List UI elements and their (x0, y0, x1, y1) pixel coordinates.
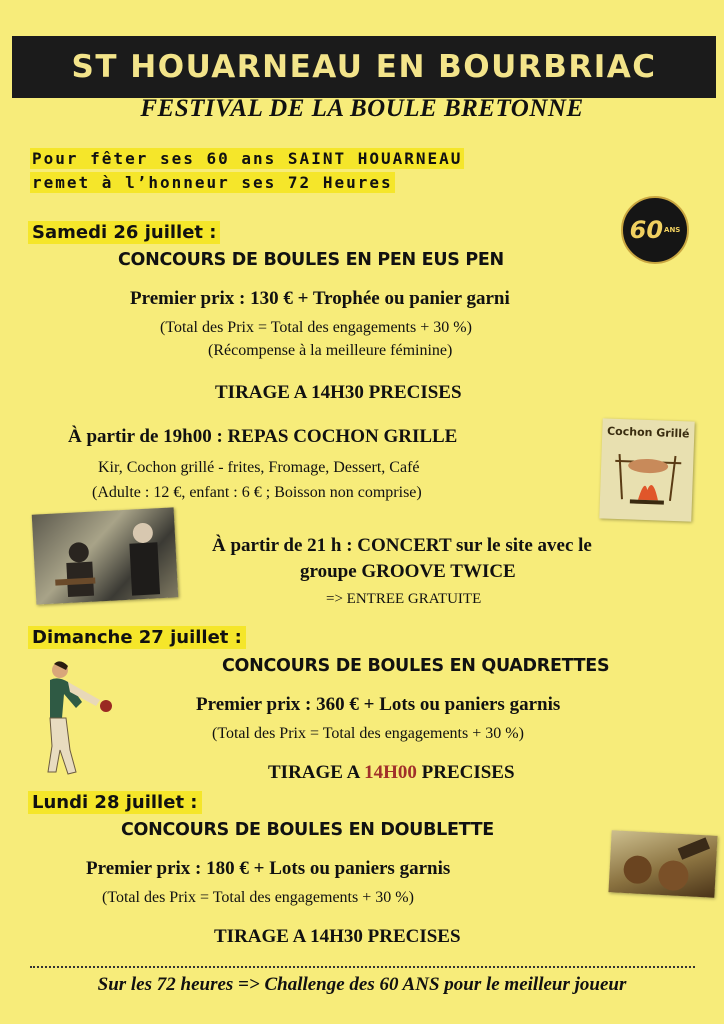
monday-day-label: Lundi 28 juillet : (28, 791, 202, 814)
intro-line-2: remet à l’honneur ses 72 Heures (32, 173, 393, 192)
boules-player-icon (40, 660, 122, 780)
meal-price: (Adulte : 12 €, enfant : 6 € ; Boisson non comprise) (92, 484, 422, 501)
sunday-prize: Premier prix : 360 € + Lots ou paniers garnis (196, 694, 561, 715)
boules-icon (608, 830, 717, 897)
sunday-day-label: Dimanche 27 juillet : (28, 626, 246, 649)
monday-total: (Total des Prix = Total des engagements + 30 %) (102, 889, 414, 906)
badge-number: 60 (629, 216, 664, 244)
page-title: ST HOUARNEAU EN BOURBRIAC (71, 49, 657, 85)
meal-title: À partir de 19h00 : REPAS COCHON GRILLE (68, 426, 458, 447)
badge-small-text: ANS (664, 226, 681, 234)
sunday-tirage-time: 14H00 (364, 762, 417, 783)
title-banner (12, 36, 716, 98)
footer-divider (30, 966, 695, 968)
sixty-years-badge (621, 196, 689, 264)
festival-subtitle: FESTIVAL DE LA BOULE BRETONNE (140, 95, 584, 122)
cochon-photo-label: Cochon Grillé (606, 424, 690, 441)
monday-event: CONCOURS DE BOULES EN DOUBLETTE (121, 820, 494, 840)
saturday-day-label: Samedi 26 juillet : (28, 221, 220, 244)
footer-challenge: Sur les 72 heures => Challenge des 60 ANS pour le meilleur joueur (97, 974, 627, 995)
cochon-grille-photo (599, 418, 694, 521)
concert-line-1: À partir de 21 h : CONCERT sur le site avec le (212, 535, 592, 556)
sunday-tirage-suffix: PRECISES (416, 762, 515, 783)
spit-roast-icon (599, 418, 694, 521)
sunday-total: (Total des Prix = Total des engagements + 30 %) (212, 725, 524, 742)
concert-line-2: groupe GROOVE TWICE (300, 561, 516, 582)
saturday-total: (Total des Prix = Total des engagements + 30 %) (160, 319, 472, 336)
sunday-tirage-prefix: TIRAGE A (268, 762, 365, 783)
monday-tirage: TIRAGE A 14H30 PRECISES (214, 926, 461, 947)
monday-prize: Premier prix : 180 € + Lots ou paniers garnis (86, 858, 451, 879)
saturday-event: CONCOURS DE BOULES EN PEN EUS PEN (118, 250, 504, 270)
meal-menu: Kir, Cochon grillé - frites, Fromage, Dessert, Café (98, 459, 420, 476)
sunday-tirage (268, 762, 515, 784)
band-photo (32, 507, 179, 604)
free-entry: => ENTREE GRATUITE (326, 591, 482, 607)
intro-line-1: Pour fêter ses 60 ans SAINT HOUARNEAU (32, 149, 463, 168)
boules-photo (608, 830, 717, 897)
sunday-event: CONCOURS DE BOULES EN QUADRETTES (222, 656, 610, 676)
saturday-reward: (Récompense à la meilleure féminine) (208, 342, 453, 359)
musicians-icon (32, 507, 179, 604)
saturday-tirage: TIRAGE A 14H30 PRECISES (215, 382, 462, 403)
saturday-prize: Premier prix : 130 € + Trophée ou panier garni (130, 288, 510, 309)
